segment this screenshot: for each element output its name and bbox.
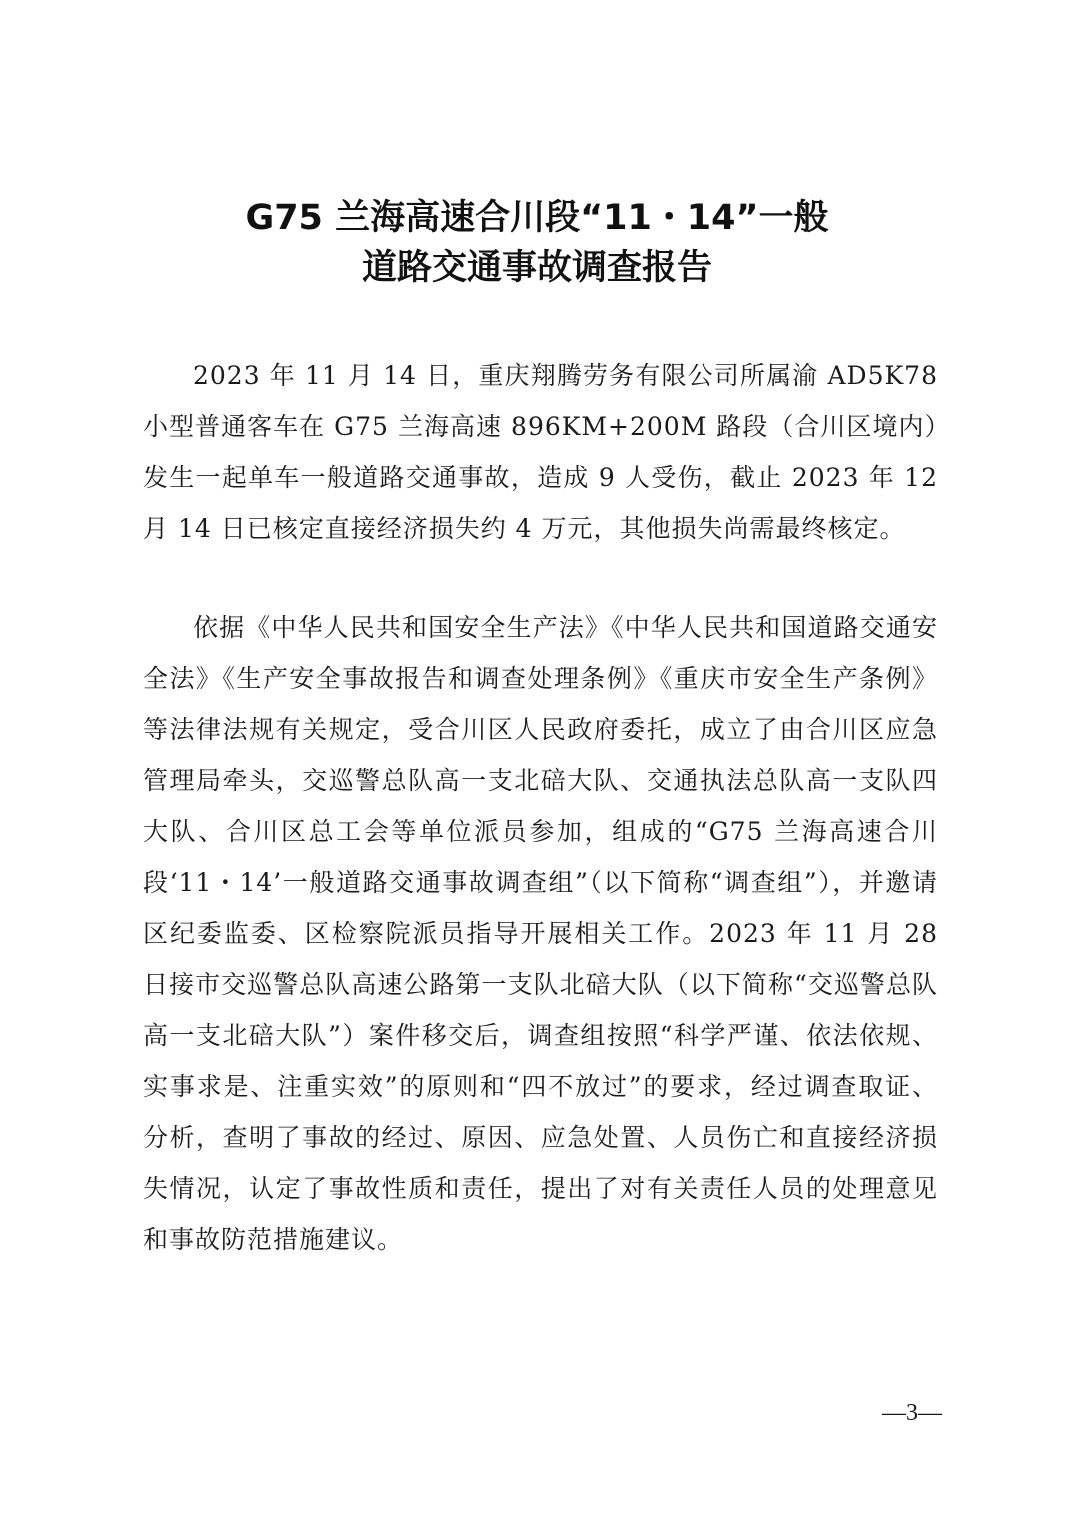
- page-number: —3—: [882, 1400, 942, 1426]
- report-title-line-2: 道路交通事故调查报告: [361, 248, 712, 288]
- paragraph-investigation-basis: 依据《中华人民共和国安全生产法》《中华人民共和国道路交通安全法》《生产安全事故报告和调查处理条例》《重庆市安全生产条例》等法律法规有关规定，受合川区人民政府委托，成立了由合川区应急管理局牵头，交巡警总队高一支北碚大队、交通执法总队高一支队四大队、合川区总工会等单位派员参加，组成的“G75 兰海高速合川段‘11・14’一般道路交通事故调查组”（以下简称“调查组”），并邀请区纪委监委、区检察院派员指导开展相关工作。2023 年 11 月 28 日接市交巡警总队高速公路第一支队北碚大队（以下简称“交巡警总队高一支北碚大队”）案件移交后，调查组按照“科学严谨、依法依规、实事求是、注重实效”的原则和“四不放过”的要求，经过调查取证、分析，查明了事故的经过、原因、应急处置、人员伤亡和直接经济损失情况，认定了事故性质和责任，提出了对有关责任人员的处理意见和事故防范措施建议。: [143, 613, 938, 1254]
- report-title-line-1: G75 兰海高速合川段“11・14”一般: [245, 198, 829, 238]
- paragraph-incident-summary: 2023 年 11 月 14 日，重庆翔腾劳务有限公司所属渝 AD5K78 小型普通客车在 G75 兰海高速 896KM+200M 路段（合川区境内）发生一起单车一般道路交通事故，造成 9 人受伤，截止 2023 年 12 月 14 日已核定直接经济损失约 4 万元，其他损失尚需最终核定。: [143, 361, 938, 543]
